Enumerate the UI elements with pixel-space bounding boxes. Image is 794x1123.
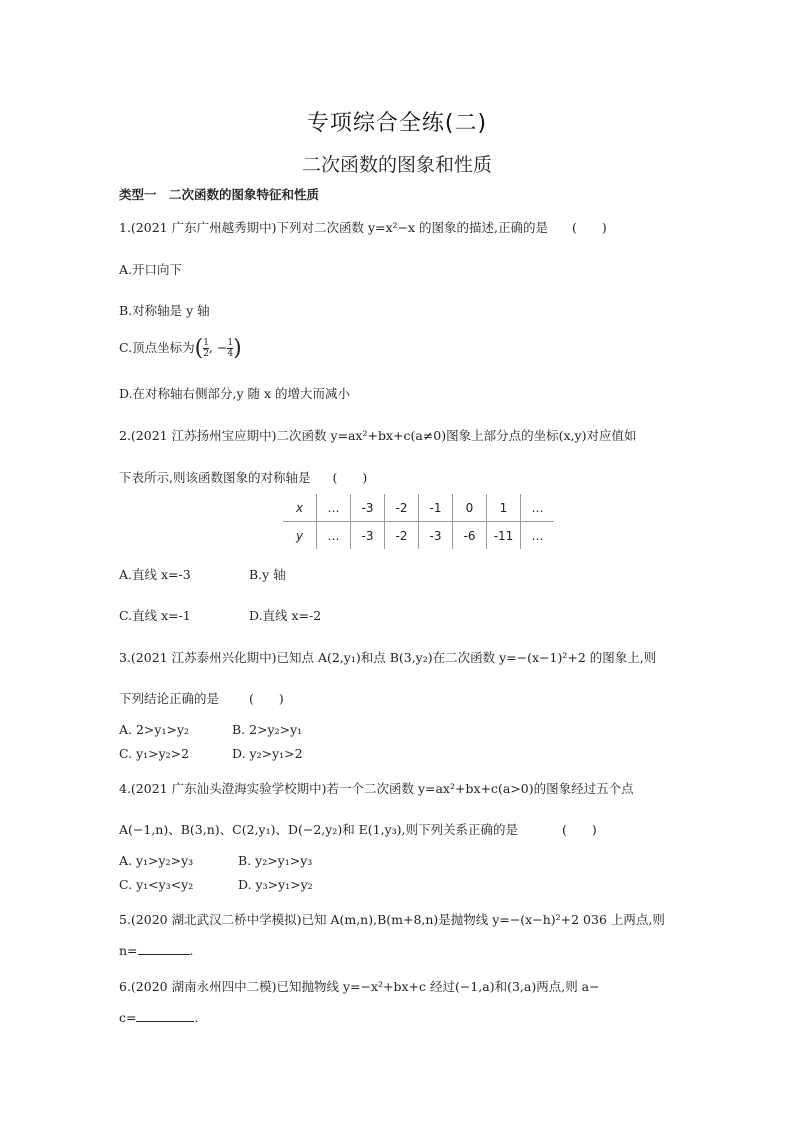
answer-blank[interactable]	[138, 943, 190, 955]
q4-option-a: A. y₁>y₂>y₃	[119, 853, 194, 868]
page-title: 专项综合全练(二)	[306, 111, 488, 136]
table-row-x	[283, 494, 554, 522]
q1-option-c-text: C.顶点坐标为	[119, 340, 195, 355]
table-cell: -1	[419, 494, 453, 522]
question-4-stem-line2	[119, 820, 597, 838]
table-cell: …	[521, 522, 555, 550]
table-cell: -6	[453, 522, 487, 550]
table-row-y	[283, 522, 554, 550]
q1-option-d: D.在对称轴右侧部分,y 随 x 的增大而减小	[119, 386, 351, 401]
table-cell: -3	[351, 522, 385, 550]
denominator: 4	[227, 349, 234, 359]
table-cell: …	[317, 522, 351, 550]
answer-blank[interactable]	[136, 1010, 194, 1022]
question-2-stem-line1: 2.(2021 江苏扬州宝应期中)二次函数 y=ax²+bx+c(a≠0)图象上部分点的坐标(x,y)对应值如	[119, 428, 637, 443]
q1-option-c	[119, 336, 242, 361]
q4-option-c: C. y₁<y₃<y₂	[119, 877, 194, 892]
table-cell: -2	[385, 522, 419, 550]
question-3-text: 下列结论正确的是	[119, 691, 220, 706]
answer-paren: ( )	[332, 470, 368, 485]
question-6-answer	[119, 1010, 198, 1025]
table-cell: …	[317, 494, 351, 522]
table-cell: …	[521, 494, 555, 522]
table-cell: y	[283, 522, 317, 550]
question-4-text: A(−1,n)、B(3,n)、C(2,y₁)、D(−2,y₂)和 E(1,y₃),则下列关系正确的是	[119, 822, 519, 837]
q1-option-b: B.对称轴是 y 轴	[119, 303, 210, 318]
section-heading: 类型一 二次函数的图象特征和性质	[119, 187, 320, 202]
question-3-stem-line2	[119, 689, 284, 707]
question-6-stem: 6.(2020 湖南永州四中二模)已知抛物线 y=−x²+bx+c 经过(−1,a)和(3,a)两点,则 a−	[119, 979, 600, 994]
table-cell: 0	[453, 494, 487, 522]
q2-option-b: B.y 轴	[249, 567, 286, 582]
question-3-stem-line1: 3.(2021 江苏泰州兴化期中)已知点 A(2,y₁)和点 B(3,y₂)在二次函数 y=−(x−1)²+2 的图象上,则	[119, 650, 657, 665]
question-1-stem	[119, 218, 607, 236]
q3-option-d: D. y₂>y₁>2	[232, 746, 303, 761]
q2-option-a: A.直线 x=-3	[119, 567, 191, 582]
period: .	[189, 943, 194, 958]
answer-paren: ( )	[249, 691, 284, 706]
question-2-text: 下表所示,则该函数图象的对称轴是	[119, 470, 311, 485]
separator: , −	[208, 340, 228, 355]
table-cell: -11	[487, 522, 521, 550]
q4-option-b: B. y₂>y₁>y₃	[238, 853, 313, 868]
denominator: 2	[203, 349, 209, 359]
question-2-stem-line2	[119, 468, 367, 486]
question-5-answer	[119, 943, 194, 958]
answer-paren: ( )	[562, 822, 597, 837]
question-1-text: 1.(2021 广东广州越秀期中)下列对二次函数 y=x²−x 的图象的描述,正确的是	[119, 220, 549, 235]
right-paren: )	[233, 336, 242, 361]
page-subtitle: 二次函数的图象和性质	[301, 154, 492, 176]
numerator: 1	[227, 338, 234, 348]
q3-option-c: C. y₁>y₂>2	[119, 746, 190, 761]
period: .	[194, 1010, 199, 1025]
q3-option-a: A. 2>y₁>y₂	[119, 722, 190, 737]
question-5-stem: 5.(2020 湖北武汉二桥中学模拟)已知 A(m,n),B(m+8,n)是抛物线 y=−(x−h)²+2 036 上两点,则	[119, 912, 665, 927]
table-cell: 1	[487, 494, 521, 522]
q3-option-b: B. 2>y₂>y₁	[232, 722, 303, 737]
table-cell: -3	[351, 494, 385, 522]
q2-option-d: D.直线 x=-2	[249, 608, 322, 623]
question-4-stem-line1: 4.(2021 广东汕头澄海实验学校期中)若一个二次函数 y=ax²+bx+c(a>0)的图象经过五个点	[119, 781, 634, 796]
answer-label: c=	[119, 1010, 137, 1025]
numerator: 1	[203, 338, 209, 348]
left-paren: (	[194, 336, 204, 361]
q4-option-d: D. y₃>y₁>y₂	[238, 877, 313, 892]
value-table	[283, 494, 554, 549]
table-cell: -2	[385, 494, 419, 522]
q2-option-c: C.直线 x=-1	[119, 608, 191, 623]
answer-label: n=	[119, 943, 138, 958]
q1-option-a: A.开口向下	[119, 262, 183, 277]
table-cell: -3	[419, 522, 453, 550]
answer-paren: ( )	[572, 220, 607, 235]
table-cell: x	[283, 494, 317, 522]
